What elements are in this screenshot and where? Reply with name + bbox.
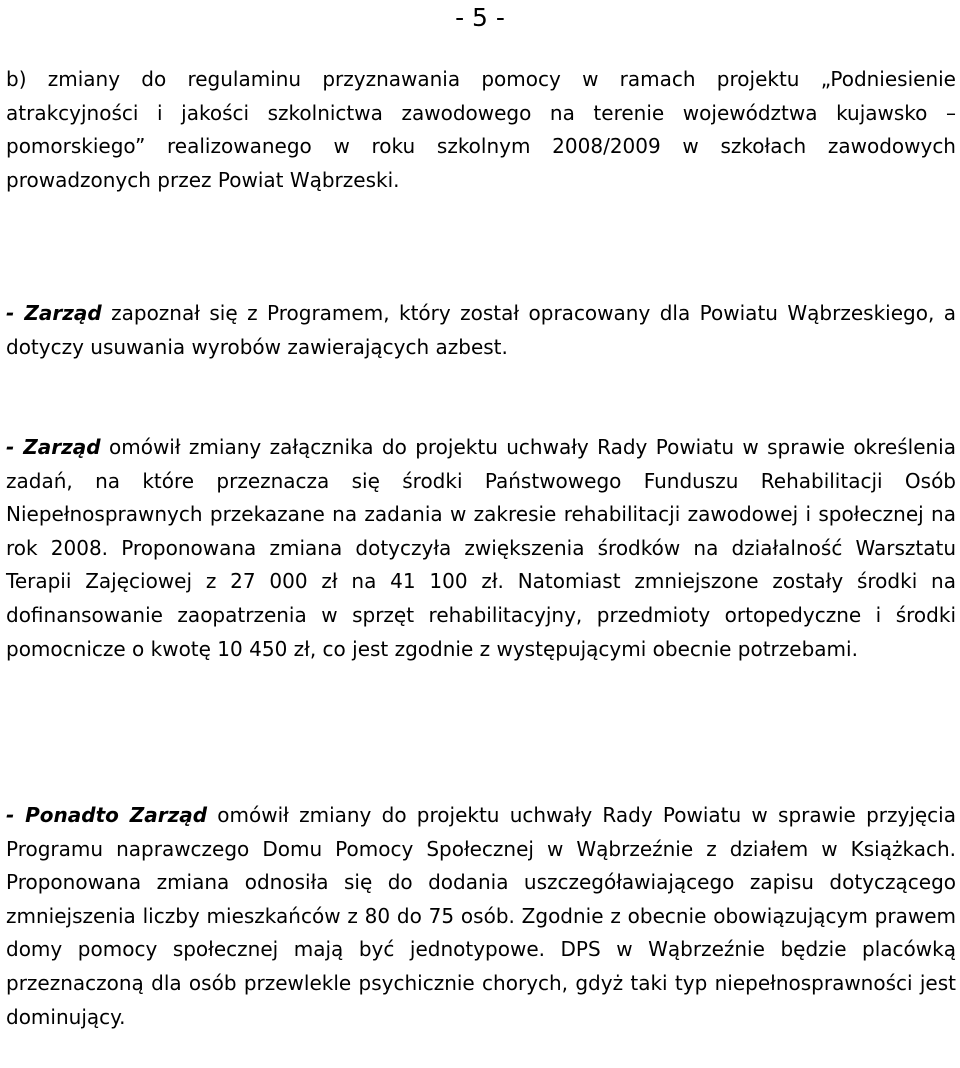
paragraph-text: zapoznał się z Programem, który został opracowany dla Powiatu Wąbrzeskiego, a dotyczy usuwania wyrobów zawierających azbest. bbox=[6, 301, 957, 359]
paragraph-lead: - Ponadto Zarząd bbox=[6, 803, 208, 827]
paragraph-regulation-changes bbox=[6, 63, 956, 197]
paragraph-text: b) zmiany do regulaminu przyznawania pomocy w ramach projektu „Podniesienie atrakcyjności i jakości szkolnictwa zawodowego na terenie województwa kujawsko – pomorskiego” realizowanego w roku szkolnym 2008/2009 w szkołach zawodowych prowadzonych przez Powiat Wąbrzeski. bbox=[6, 67, 956, 192]
paragraph-asbestos-program bbox=[6, 297, 956, 364]
paragraph-text: omówił zmiany załącznika do projektu uchwały Rady Powiatu w sprawie określenia zadań, na które przeznacza się środki Państwowego Funduszu Rehabilitacji Osób Niepełnosprawnych przekazane na zadania w zakresie rehabilitacji zawodowej i społecznej na rok 2008. Proponowana zmiana dotyczyła zwiększenia środków na działalność Warsztatu Terapii Zajęciowej z 27 000 zł na 41 100 zł. Natomiast zmniejszone zostały środki na dofinansowanie zaopatrzenia w sprzęt rehabilitacyjny, przedmioty ortopedyczne i środki pomocnicze o kwotę 10 450 zł, co jest zgodnie z występującymi obecnie potrzebami. bbox=[6, 435, 956, 661]
paragraph-dps-program bbox=[6, 799, 956, 1034]
paragraph-lead: - Zarząd bbox=[6, 301, 102, 325]
paragraph-text: omówił zmiany do projektu uchwały Rady Powiatu w sprawie przyjęcia Programu naprawczego Domu Pomocy Społecznej w Wąbrzeźnie z działem w Książkach. Proponowana zmiana odnosiła się do dodania uszczegóławiającego zapisu dotyczącego zmniejszenia liczby mieszkańców z 80 do 75 osób. Zgodnie z obecnie obowiązującym prawem domy pomocy społecznej mają być jednotypowe. DPS w Wąbrzeźnie będzie placówką przeznaczoną dla osób przewlekle psychicznie chorych, gdyż taki typ niepełnosprawności jest dominujący. bbox=[6, 803, 956, 1029]
paragraph-pfron-funds bbox=[6, 431, 956, 666]
page-number: - 5 - bbox=[455, 3, 505, 32]
paragraph-lead: - Zarząd bbox=[6, 435, 101, 459]
